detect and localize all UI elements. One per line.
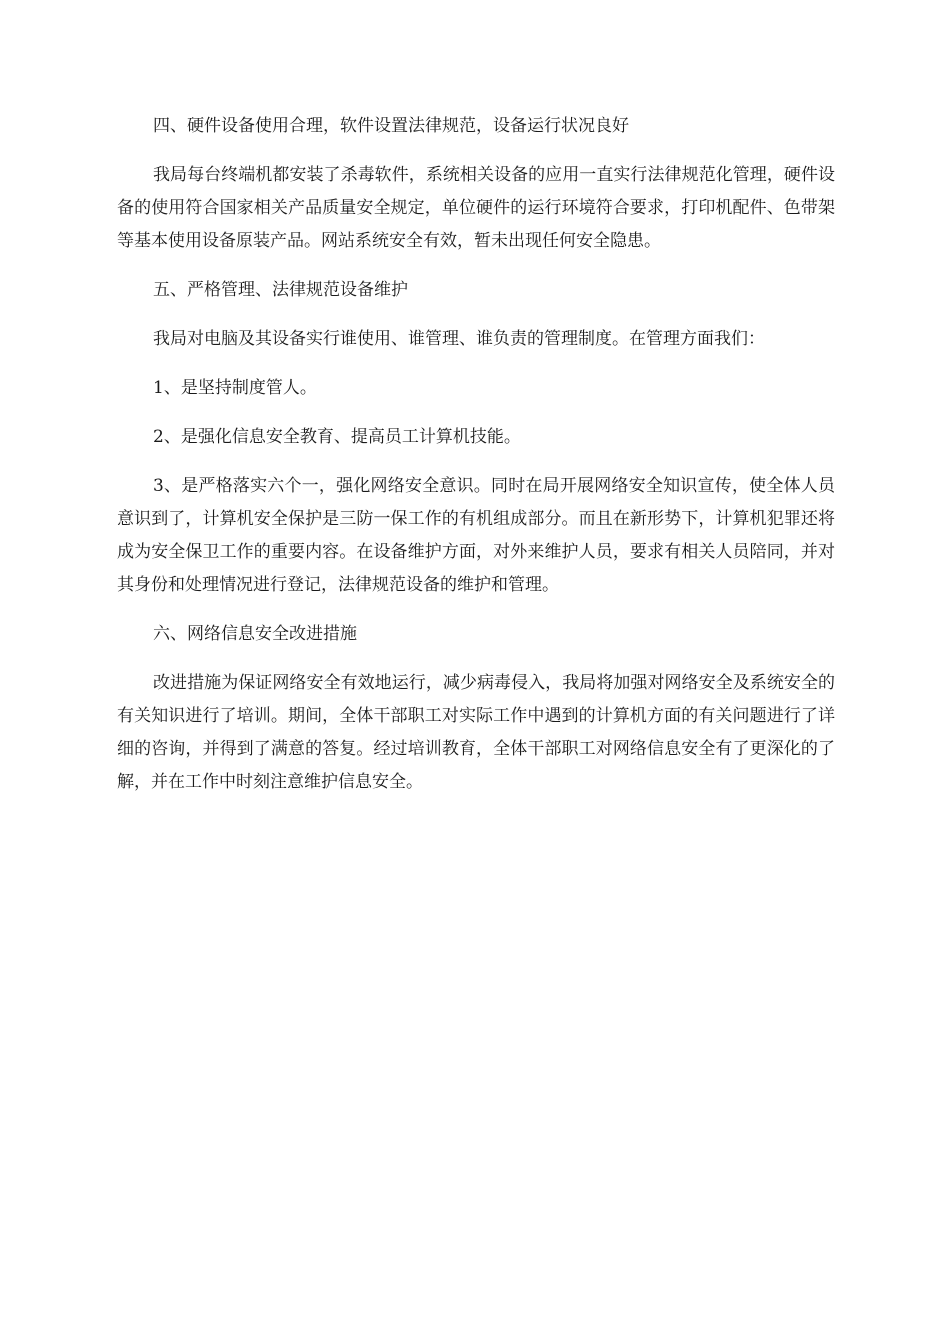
section-5-heading: 五、严格管理、法律规范设备维护 <box>153 280 408 300</box>
section-5-item-3: 3、是严格落实六个一，强化网络安全意识。同时在局开展网络安全知识宣传，使全体人员意识到了，计算机安全保护是三防一保工作的有机组成部分。而且在新形势下，计算机犯罪还将成为安全保卫工作的重要内容。在设备维护方面，对外来维护人员，要求有相关人员陪同，并对其身份和处理情况进行登记，法律规范设备的维护和管理。 <box>117 476 835 595</box>
section-6-heading: 六、网络信息安全改进措施 <box>153 624 357 644</box>
section-5-paragraph: 我局对电脑及其设备实行谁使用、谁管理、谁负责的管理制度。在管理方面我们： <box>153 329 765 349</box>
section-5-item-1: 1、是坚持制度管人。 <box>153 378 317 398</box>
document-body <box>117 110 835 815</box>
section-4-heading: 四、硬件设备使用合理，软件设置法律规范，设备运行状况良好 <box>153 116 629 136</box>
section-5-item-2: 2、是强化信息安全教育、提高员工计算机技能。 <box>153 427 521 447</box>
section-6-paragraph: 改进措施为保证网络安全有效地运行，减少病毒侵入，我局将加强对网络安全及系统安全的有关知识进行了培训。期间，全体干部职工对实际工作中遇到的计算机方面的有关问题进行了详细的咨询，并得到了满意的答复。经过培训教育，全体干部职工对网络信息安全有了更深化的了解，并在工作中时刻注意维护信息安全。 <box>117 673 835 792</box>
section-4-paragraph: 我局每台终端机都安装了杀毒软件，系统相关设备的应用一直实行法律规范化管理，硬件设备的使用符合国家相关产品质量安全规定，单位硬件的运行环境符合要求，打印机配件、色带架等基本使用设备原装产品。网站系统安全有效，暂未出现任何安全隐患。 <box>117 165 835 251</box>
